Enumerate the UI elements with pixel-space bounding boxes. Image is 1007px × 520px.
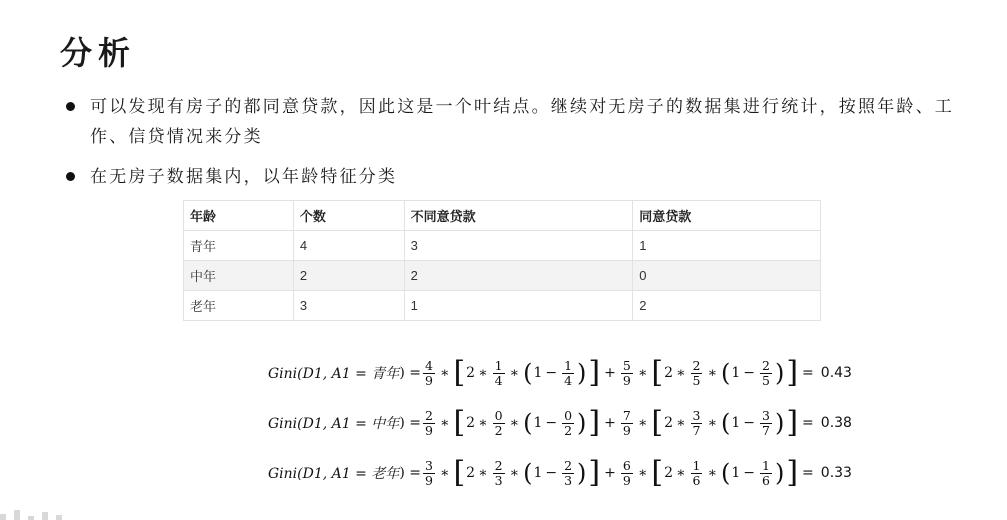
formula-result: 0.33 — [820, 465, 852, 481]
bracket: ] — [588, 455, 601, 490]
table-row — [184, 231, 821, 261]
fraction — [562, 359, 574, 388]
bracket: ] — [786, 355, 799, 390]
bullet-item — [66, 92, 966, 152]
bullet-text: 在无房子数据集内，以年龄特征分类 — [90, 167, 398, 187]
coefficient: 2 — [466, 365, 476, 381]
times-operator: ∗ — [637, 415, 648, 431]
minus-operator: − — [545, 415, 558, 431]
fraction — [691, 359, 703, 388]
fraction-denominator: 7 — [692, 422, 701, 438]
fraction-numerator: 1 — [564, 357, 573, 373]
fraction-denominator: 9 — [424, 372, 433, 388]
one-constant: 1 — [731, 365, 741, 381]
fraction — [691, 409, 703, 438]
paren: ) — [577, 409, 587, 437]
fraction — [423, 359, 435, 388]
bullet-list — [66, 92, 966, 192]
table-cell: 2 — [404, 261, 633, 291]
equals-operator: = — [802, 465, 814, 481]
times-operator: ∗ — [439, 415, 450, 431]
equals-operator: = — [802, 365, 814, 381]
table-cell: 3 — [293, 291, 404, 321]
table-row — [184, 291, 821, 321]
fraction-denominator: 9 — [622, 422, 631, 438]
table-row — [184, 261, 821, 291]
fraction-denominator: 6 — [762, 472, 770, 488]
fraction — [493, 459, 505, 488]
formula-result: 0.43 — [820, 365, 852, 381]
fraction-denominator: 5 — [692, 372, 701, 388]
paren: ) — [774, 409, 785, 437]
paren: ( — [720, 409, 731, 437]
minus-operator: − — [743, 365, 755, 381]
fraction-numerator: 1 — [762, 457, 770, 473]
times-operator: ∗ — [707, 365, 717, 381]
fraction-numerator: 0 — [494, 407, 503, 423]
minus-operator: − — [545, 365, 558, 381]
table-cell: 0 — [633, 261, 821, 291]
bullet-item — [66, 162, 966, 192]
fraction — [691, 459, 703, 488]
fraction-numerator: 2 — [762, 357, 770, 373]
times-operator: ∗ — [675, 365, 686, 381]
times-operator: ∗ — [478, 465, 488, 481]
formula-lhs: Gini(D1, A1 = 中年 — [268, 416, 400, 432]
fraction-numerator: 3 — [692, 407, 701, 423]
fraction — [760, 409, 772, 438]
fraction-numerator: 2 — [564, 457, 573, 473]
times-operator: ∗ — [637, 465, 648, 481]
table-header-cell: 年龄 — [184, 201, 294, 231]
bullet-dot-icon — [66, 102, 75, 111]
fraction-denominator: 3 — [564, 472, 573, 488]
fraction-denominator: 5 — [762, 372, 770, 388]
equals-operator: = — [802, 415, 814, 431]
paren: ( — [523, 459, 533, 487]
fraction-denominator: 9 — [622, 472, 631, 488]
fraction — [621, 459, 633, 488]
formula-equals: ) = — [399, 365, 421, 381]
bracket: [ — [453, 455, 466, 490]
fraction-denominator: 4 — [494, 372, 503, 388]
fraction-numerator: 1 — [494, 357, 503, 373]
gini-formula — [268, 348, 852, 398]
one-constant: 1 — [533, 465, 543, 481]
times-operator: ∗ — [707, 465, 717, 481]
fraction — [493, 359, 505, 388]
fraction-numerator: 3 — [424, 457, 433, 473]
paren: ( — [523, 359, 533, 387]
minus-operator: − — [743, 465, 755, 481]
times-operator: ∗ — [439, 465, 450, 481]
fraction-denominator: 2 — [494, 422, 503, 438]
minus-operator: − — [545, 465, 558, 481]
bracket: [ — [453, 355, 466, 390]
table-cell: 2 — [293, 261, 404, 291]
formula-lhs: Gini(D1, A1 = 青年 — [268, 366, 400, 382]
one-constant: 1 — [731, 465, 741, 481]
coefficient: 2 — [466, 415, 476, 431]
bracket: [ — [651, 355, 664, 390]
times-operator: ∗ — [509, 415, 520, 431]
formula-result: 0.38 — [820, 415, 852, 431]
one-constant: 1 — [731, 415, 741, 431]
paren: ) — [577, 459, 587, 487]
table-cell: 2 — [633, 291, 821, 321]
fraction-denominator: 9 — [424, 472, 433, 488]
table-cell: 青年 — [184, 231, 294, 261]
times-operator: ∗ — [675, 465, 686, 481]
minus-operator: − — [743, 415, 755, 431]
fraction — [760, 359, 772, 388]
page-title: 分析 — [60, 34, 137, 72]
fraction — [493, 409, 505, 438]
fraction-numerator: 2 — [692, 357, 701, 373]
fraction-numerator: 2 — [494, 457, 503, 473]
fraction-denominator: 9 — [622, 372, 631, 388]
paren: ) — [774, 359, 785, 387]
fraction-denominator: 7 — [762, 422, 770, 438]
fraction-denominator: 2 — [564, 422, 573, 438]
paren: ) — [577, 359, 587, 387]
one-constant: 1 — [533, 365, 543, 381]
formula-lhs: Gini(D1, A1 = 老年 — [268, 466, 400, 482]
times-operator: ∗ — [707, 415, 717, 431]
fraction-numerator: 7 — [622, 407, 631, 423]
fraction-denominator: 9 — [424, 422, 433, 438]
fraction-denominator: 6 — [692, 472, 701, 488]
fraction — [562, 459, 574, 488]
coefficient: 2 — [664, 365, 673, 381]
fraction — [621, 359, 633, 388]
fraction-numerator: 0 — [564, 407, 573, 423]
fraction-numerator: 3 — [762, 407, 770, 423]
age-stats-table — [183, 200, 821, 321]
gini-formula — [268, 398, 852, 448]
fraction-numerator: 1 — [692, 457, 701, 473]
plus-operator: + — [604, 415, 616, 431]
fraction — [562, 409, 574, 438]
coefficient: 2 — [664, 465, 673, 481]
bullet-dot-icon — [66, 172, 75, 181]
footer-decoration — [0, 501, 130, 513]
times-operator: ∗ — [675, 415, 686, 431]
fraction-numerator: 4 — [424, 357, 433, 373]
table-cell: 中年 — [184, 261, 294, 291]
bracket: ] — [786, 455, 799, 490]
times-operator: ∗ — [509, 365, 520, 381]
one-constant: 1 — [533, 415, 543, 431]
table-cell: 1 — [633, 231, 821, 261]
formula-equals: ) = — [399, 465, 421, 481]
fraction — [423, 409, 435, 438]
table-cell: 老年 — [184, 291, 294, 321]
times-operator: ∗ — [509, 465, 520, 481]
bracket: ] — [588, 355, 601, 390]
paren: ( — [720, 459, 731, 487]
paren: ( — [523, 409, 533, 437]
formula-equals: ) = — [399, 415, 421, 431]
fraction-numerator: 6 — [622, 457, 631, 473]
table-cell: 4 — [293, 231, 404, 261]
paren: ( — [720, 359, 731, 387]
gini-formula — [268, 448, 852, 498]
bracket: [ — [453, 405, 466, 440]
gini-formulas — [268, 348, 852, 498]
coefficient: 2 — [664, 415, 673, 431]
times-operator: ∗ — [478, 415, 488, 431]
table-cell: 1 — [404, 291, 633, 321]
table-header-cell: 不同意贷款 — [404, 201, 633, 231]
bullet-text: 可以发现有房子的都同意贷款，因此这是一个叶结点。继续对无房子的数据集进行统计，按照年龄、工作、信贷情况来分类 — [90, 97, 954, 147]
fraction-numerator: 2 — [424, 407, 433, 423]
paren: ) — [774, 459, 785, 487]
table-cell: 3 — [404, 231, 633, 261]
fraction — [621, 409, 633, 438]
table-header-row — [184, 201, 821, 231]
table-header-cell: 同意贷款 — [633, 201, 821, 231]
bracket: [ — [651, 455, 664, 490]
coefficient: 2 — [466, 465, 476, 481]
bracket: [ — [651, 405, 664, 440]
fraction — [760, 459, 772, 488]
plus-operator: + — [604, 365, 616, 381]
bracket: ] — [588, 405, 601, 440]
times-operator: ∗ — [637, 365, 648, 381]
times-operator: ∗ — [478, 365, 488, 381]
table-header-cell: 个数 — [293, 201, 404, 231]
times-operator: ∗ — [439, 365, 450, 381]
fraction-denominator: 4 — [564, 372, 573, 388]
plus-operator: + — [604, 465, 616, 481]
fraction — [423, 459, 435, 488]
fraction-denominator: 3 — [494, 472, 503, 488]
bracket: ] — [786, 405, 799, 440]
fraction-numerator: 5 — [622, 357, 631, 373]
